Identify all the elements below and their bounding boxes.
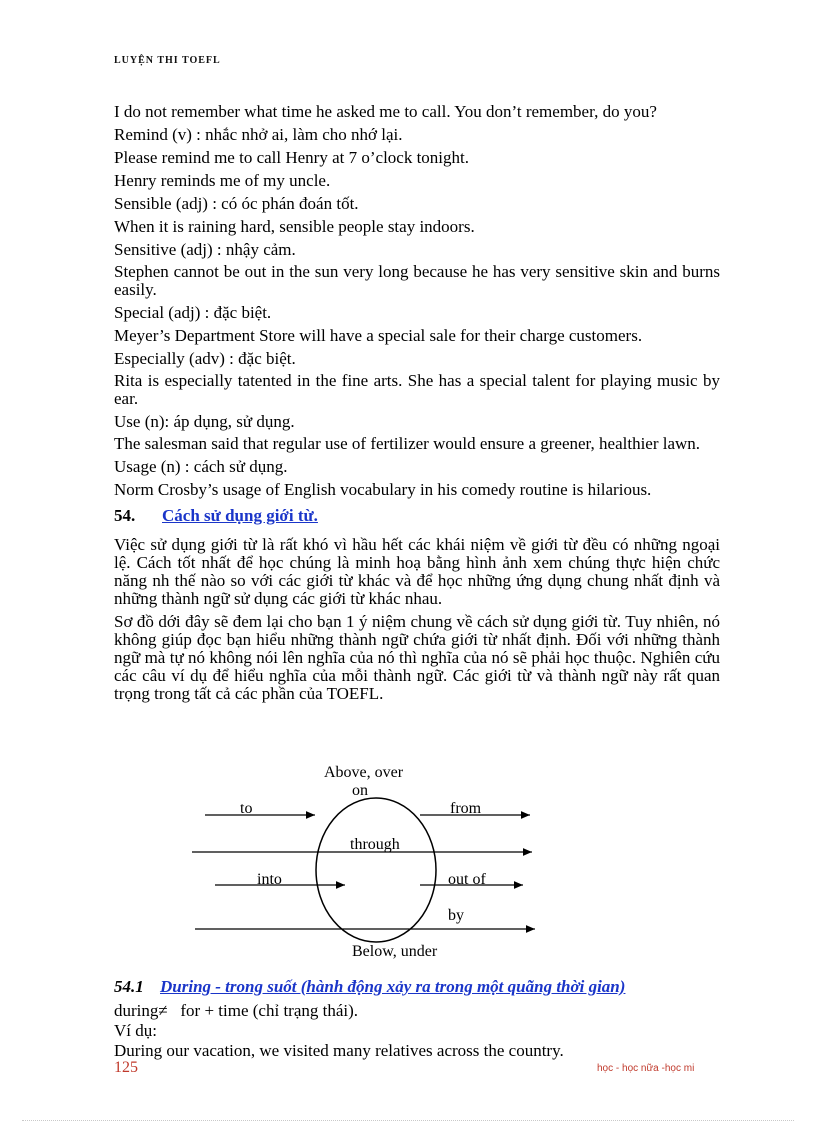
- section-paragraph: Việc sử dụng giới từ là rất khó vì hầu hết các khái niệm về giới từ đều có những ngoại lệ. Cách tốt nhất để học chúng là minh hoạ bằng hình ảnh xem chúng thực hiện chức năng nh thế nào so với các giới từ khác và để học những ứng dụng chung nhất định và những thành ngữ sử dụng các giới từ khác nhau.: [114, 535, 720, 608]
- section-paragraph: Sơ đồ dới đây sẽ đem lại cho bạn 1 ý niệm chung về cách sử dụng giới từ. Tuy nhiên, nó không giúp đọc bạn hiểu những thành ngữ chứa giới từ nhất định. Đối với những thành ngữ mà tự nó không nói lên nghĩa của nó thì nghĩa của nó sẽ phải học thuộc. Nghiên cứu các câu ví dụ để hiểu nghĩa của mỗi thành ngữ. Các giới từ và thành ngữ này rất quan trọng trong tất cả các phần của TOEFL.: [114, 612, 720, 703]
- running-header: LUYỆN THI TOEFL: [114, 55, 221, 66]
- main-text: [114, 102, 720, 708]
- text-line: Usage (n) : cách sử dụng.: [114, 457, 288, 476]
- label-below: Below, under: [352, 943, 438, 960]
- section-number: 54.: [114, 506, 136, 525]
- page-number: 125: [114, 1059, 138, 1076]
- label-by: by: [448, 907, 464, 924]
- text-line: Use (n): áp dụng, sử dụng.: [114, 412, 295, 431]
- example-sentence: During our vacation, we visited many relatives across the country.: [114, 1041, 564, 1060]
- text-line: Henry reminds me of my uncle.: [114, 171, 331, 190]
- subsection-body: [114, 1001, 720, 1061]
- text-line: Stephen cannot be out in the sun very long because he has very sensitive skin and burns easily.: [114, 262, 720, 299]
- text-line: When it is raining hard, sensible people stay indoors.: [114, 217, 475, 236]
- text-line: Remind (v) : nhắc nhở ai, làm cho nhớ lại.: [114, 125, 403, 144]
- text-line: The salesman said that regular use of fertilizer would ensure a greener, healthier lawn.: [114, 434, 701, 453]
- label-out-of: out of: [448, 871, 486, 888]
- page-bottom-divider: [22, 1120, 794, 1121]
- subsection-title-link[interactable]: During - trong suốt (hành động xảy ra trong một quãng thời gian): [160, 977, 626, 996]
- text-line: Special (adj) : đặc biệt.: [114, 303, 272, 322]
- rule-word: during: [114, 1001, 159, 1020]
- label-on: on: [352, 782, 368, 799]
- footer-tagline: học - học nữa -học mi: [597, 1063, 695, 1074]
- label-from: from: [450, 800, 482, 817]
- rule-definition: for + time (chỉ trạng thái).: [180, 1001, 359, 1020]
- label-above: Above, over: [324, 764, 404, 781]
- text-line: Norm Crosby’s usage of English vocabulary in his comedy routine is hilarious.: [114, 480, 652, 499]
- text-line: Rita is especially tatented in the fine arts. She has a special talent for playing music by ear.: [114, 371, 720, 408]
- label-to: to: [240, 800, 253, 817]
- text-line: Sensible (adj) : có óc phán đoán tốt.: [114, 194, 359, 213]
- text-line: Meyer’s Department Store will have a special sale for their charge customers.: [114, 326, 643, 345]
- ellipse-shape: [316, 798, 436, 942]
- label-through: through: [350, 836, 400, 853]
- usage-rule: [114, 1001, 720, 1021]
- preposition-diagram: [190, 762, 540, 967]
- section-heading: [114, 506, 720, 526]
- not-equal-symbol: ≠: [158, 1001, 168, 1020]
- subsection-number: 54.1: [114, 977, 144, 996]
- subsection-heading: [114, 977, 625, 997]
- text-line: Especially (adv) : đặc biệt.: [114, 349, 296, 368]
- section-title-link[interactable]: Cách sử dụng giới từ.: [162, 506, 318, 525]
- example-label: Ví dụ:: [114, 1021, 157, 1040]
- text-line: Please remind me to call Henry at 7 o’clock tonight.: [114, 148, 470, 167]
- text-line: I do not remember what time he asked me to call. You don’t remember, do you?: [114, 102, 657, 121]
- text-line: Sensitive (adj) : nhậy cảm.: [114, 240, 296, 259]
- label-into: into: [257, 871, 282, 888]
